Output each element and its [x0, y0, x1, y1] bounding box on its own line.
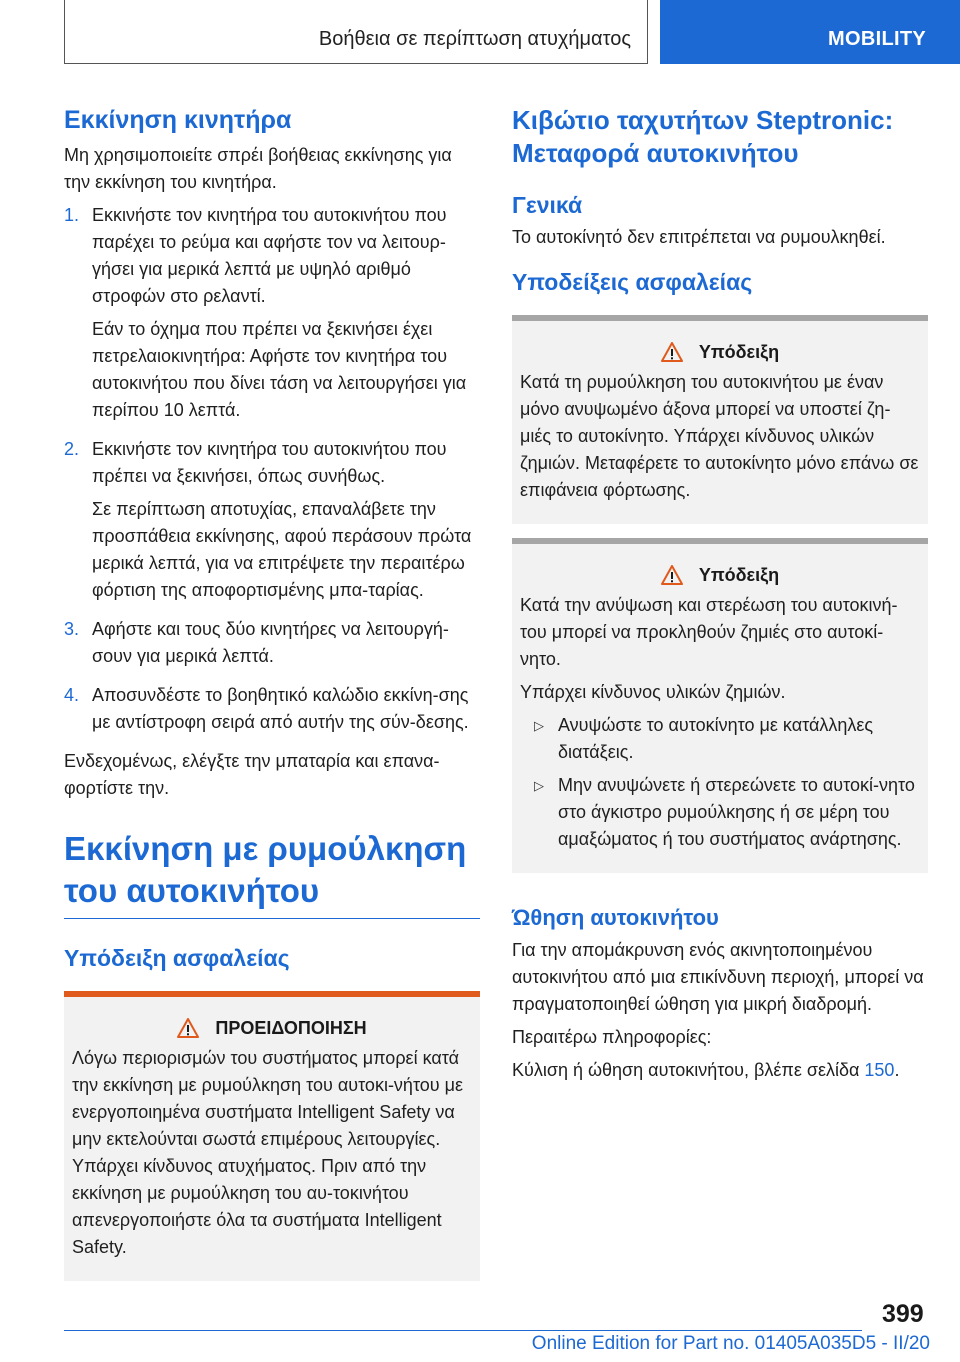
page-link[interactable]: 150 [864, 1060, 895, 1080]
section-label: MOBILITY [828, 28, 926, 50]
heading-tow-start: Εκκίνηση με ρυμούλκηση του αυτοκινήτου [64, 828, 480, 919]
engine-intro: Μη χρησιμοποιείτε σπρέι βοήθειας εκκίνησης για την εκκίνηση του κινητήρα. [64, 145, 452, 192]
warning-triangle-icon [661, 342, 683, 362]
list-item [64, 436, 480, 610]
step-number: 4. [64, 685, 80, 705]
right-column [512, 104, 928, 1090]
step-text: Αφήστε και τους δύο κινητήρες να λειτουργή-σουν για μερικά λεπτά. [92, 619, 449, 666]
bullet-text: Μην ανυψώνετε ή στερεώνετε το αυτοκί-νητο στο άγκιστρο ρυμούλκησης ή σε μέρη του αμαξώματος ή του συστήματος ανάρτησης. [558, 775, 915, 849]
note-box [512, 315, 928, 524]
warning-text: Λόγω περιορισμών του συστήματος μπορεί κατά την εκκίνηση με ρυμούλκηση του αυτοκι-νήτου με ενεργοποιημένα συστήματα Intelligent Safety να μην εκτελούνται σωστά επιμέρους λειτουργίες. Υπάρχει κίνδυνος ατυχήματος. Πριν από την εκκίνηση με ρυμούλκηση του αυ-τοκινήτου απενεργοποιήστε όλα τα συστήματα Intelligent Safety. [72, 1048, 464, 1257]
left-column [64, 104, 480, 1281]
battery-check-text: Ενδεχομένως, ελέγξτε την μπαταρία και επανα-φορτίστε την. [64, 751, 440, 798]
footer-edition: Online Edition for Part no. 01405A035D5 - II/20 [531, 1333, 930, 1354]
header-title: Βοήθεια σε περίπτωση ατυχήματος [318, 28, 631, 50]
warning-triangle-icon [177, 1018, 199, 1038]
heading-push-car: Ώθηση αυτοκινήτου [512, 905, 719, 930]
warning-triangle-icon [661, 565, 683, 585]
bullet-triangle-icon: ▷ [534, 718, 544, 733]
push-text: Για την απομάκρυνση ενός ακινητοποιημένου αυτοκινήτου από μια επικίνδυνη περιοχή, μπορεί να πραγματοποιηθεί ώθηση για μικρή διαδρομή. [512, 940, 924, 1014]
reference-text: Κύλιση ή ώθηση αυτοκινήτου, βλέπε σελίδα 150. [512, 1060, 900, 1080]
bullet-text: Ανυψώστε το αυτοκίνητο με κατάλληλες διατάξεις. [558, 715, 874, 762]
list-item [64, 682, 480, 742]
list-item [520, 772, 920, 853]
warning-box [64, 991, 480, 1281]
heading-general: Γενικά [512, 192, 583, 218]
step-text: Εκκινήστε τον κινητήρα του αυτοκινήτου που πρέπει να ξεκινήσει, όπως συνήθως. [92, 439, 447, 486]
header-frame [64, 0, 648, 64]
more-info-label: Περαιτέρω πληροφορίες: [512, 1027, 712, 1047]
heading-safety-notes: Υποδείξεις ασφαλείας [512, 269, 753, 295]
step-number: 3. [64, 619, 80, 639]
note-text: Υπάρχει κίνδυνος υλικών ζημιών. [520, 682, 786, 702]
note-box [512, 538, 928, 873]
heading-steptronic: Κιβώτιο ταχυτήτων Steptronic: Μεταφορά αυτοκινήτου [512, 105, 894, 168]
list-item [64, 202, 480, 430]
heading-engine-start: Εκκίνηση κινητήρα [64, 106, 292, 134]
step-text: Εκκινήστε τον κινητήρα του αυτοκινήτου που παρέχει το ρεύμα και αφήστε τον να λειτουρ-γήσει για μερικά λεπτά με υψηλό αριθμό στροφών στο ρελαντί. [92, 205, 447, 306]
steps-list [64, 202, 480, 742]
heading-safety-note: Υπόδειξη ασφαλείας [64, 945, 290, 971]
footer-divider [64, 1330, 862, 1331]
note-text: Κατά τη ρυμούλκηση του αυτοκινήτου με έναν μόνο ανυψωμένο άξονα μπορεί να υποστεί ζη-μιές το αυτοκίνητο. Υπάρχει κίνδυνος υλικών ζημιών. Μεταφέρετε το αυτοκίνητο μόνο επάνω σε επιφάνεια φόρτωσης. [520, 372, 919, 500]
list-item [520, 712, 920, 766]
note-title: Υπόδειξη [698, 565, 780, 585]
page-number: 399 [882, 1300, 924, 1328]
note-title: Υπόδειξη [698, 342, 780, 362]
step-text: Εάν το όχημα που πρέπει να ξεκινήσει έχει πετρελαιοκινητήρα: Αφήστε τον κινητήρα του αυτοκινήτου που δίνει τάση να λειτουργήσει για περίπου 10 λεπτά. [92, 319, 467, 420]
bullet-triangle-icon: ▷ [534, 778, 544, 793]
note-text: Κατά την ανύψωση και στερέωση του αυτοκινή-του μπορεί να προκληθούν ζημιές στο αυτοκί-νητο. [520, 595, 898, 669]
step-number: 1. [64, 205, 80, 225]
warning-title: ΠΡΟΕΙΔΟΠΟΙΗΣΗ [215, 1018, 367, 1038]
step-text: Σε περίπτωση αποτυχίας, επαναλάβετε την προσπάθεια εκκίνησης, αφού περάσουν πρώτα μερικά λεπτά, για να επιτρέψετε την περαιτέρω φόρτιση της αποφορτισμένης μπα-ταρίας. [92, 499, 472, 600]
general-text: Το αυτοκίνητό δεν επιτρέπεται να ρυμουλκηθεί. [512, 227, 886, 247]
step-text: Αποσυνδέστε το βοηθητικό καλώδιο εκκίνη-σης με αντίστροφη σειρά από αυτήν της σύν-δεσης. [92, 685, 469, 732]
step-number: 2. [64, 439, 80, 459]
list-item [64, 616, 480, 676]
section-tab [660, 0, 960, 64]
